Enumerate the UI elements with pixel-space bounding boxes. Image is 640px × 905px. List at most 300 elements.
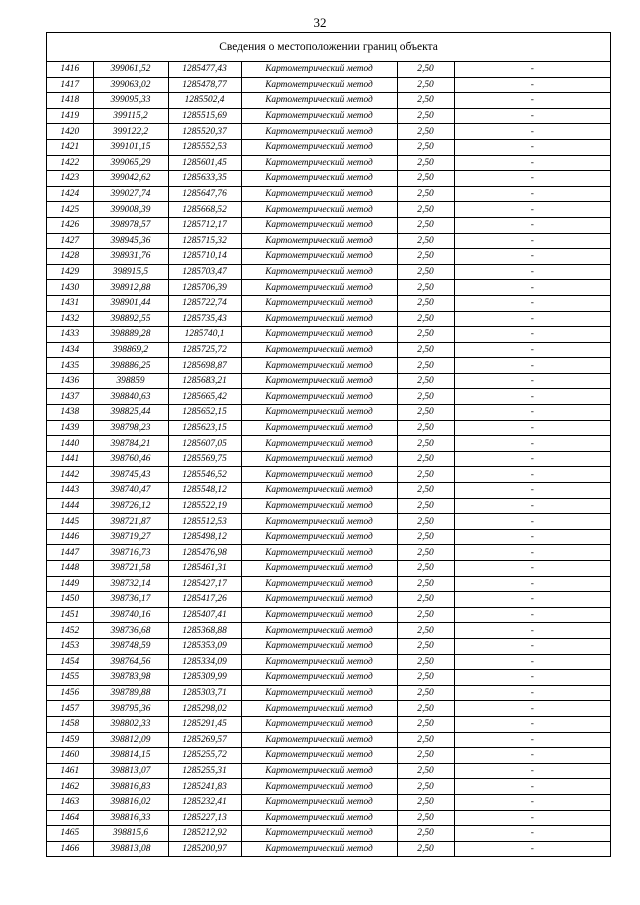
point-number-cell: 1447	[47, 545, 93, 561]
y-coordinate-cell: 1285502,4	[168, 93, 241, 109]
table-row	[47, 670, 610, 686]
point-number-cell: 1459	[47, 732, 93, 748]
table-row	[47, 498, 610, 514]
method-cell: Картометрический метод	[241, 794, 397, 810]
accuracy-cell: 2,50	[397, 327, 454, 343]
point-number-cell: 1451	[47, 607, 93, 623]
y-coordinate-cell: 1285725,72	[168, 342, 241, 358]
y-coordinate-cell: 1285227,13	[168, 810, 241, 826]
description-cell: -	[454, 670, 610, 686]
x-coordinate-cell: 398889,28	[93, 327, 168, 343]
y-coordinate-cell: 1285200,97	[168, 841, 241, 856]
table-row	[47, 748, 610, 764]
y-coordinate-cell: 1285478,77	[168, 77, 241, 93]
accuracy-cell: 2,50	[397, 264, 454, 280]
x-coordinate-cell: 398859	[93, 373, 168, 389]
point-number-cell: 1423	[47, 171, 93, 187]
table-row	[47, 623, 610, 639]
y-coordinate-cell: 1285334,09	[168, 654, 241, 670]
table-row	[47, 763, 610, 779]
description-cell: -	[454, 295, 610, 311]
y-coordinate-cell: 1285623,15	[168, 420, 241, 436]
point-number-cell: 1454	[47, 654, 93, 670]
method-cell: Картометрический метод	[241, 342, 397, 358]
accuracy-cell: 2,50	[397, 654, 454, 670]
x-coordinate-cell: 398745,43	[93, 467, 168, 483]
x-coordinate-cell: 398840,63	[93, 389, 168, 405]
table-row	[47, 77, 610, 93]
method-cell: Картометрический метод	[241, 810, 397, 826]
y-coordinate-cell: 1285652,15	[168, 405, 241, 421]
method-cell: Картометрический метод	[241, 732, 397, 748]
x-coordinate-cell: 398901,44	[93, 295, 168, 311]
method-cell: Картометрический метод	[241, 186, 397, 202]
y-coordinate-cell: 1285241,83	[168, 779, 241, 795]
accuracy-cell: 2,50	[397, 93, 454, 109]
accuracy-cell: 2,50	[397, 155, 454, 171]
x-coordinate-cell: 398784,21	[93, 436, 168, 452]
x-coordinate-cell: 398732,14	[93, 576, 168, 592]
method-cell: Картометрический метод	[241, 576, 397, 592]
method-cell: Картометрический метод	[241, 748, 397, 764]
y-coordinate-cell: 1285607,05	[168, 436, 241, 452]
y-coordinate-cell: 1285683,21	[168, 373, 241, 389]
table-row	[47, 280, 610, 296]
description-cell: -	[454, 264, 610, 280]
table-row	[47, 779, 610, 795]
point-number-cell: 1428	[47, 249, 93, 265]
table-row	[47, 654, 610, 670]
description-cell: -	[454, 545, 610, 561]
x-coordinate-cell: 399122,2	[93, 124, 168, 140]
point-number-cell: 1457	[47, 701, 93, 717]
accuracy-cell: 2,50	[397, 732, 454, 748]
y-coordinate-cell: 1285722,74	[168, 295, 241, 311]
accuracy-cell: 2,50	[397, 514, 454, 530]
accuracy-cell: 2,50	[397, 108, 454, 124]
table-row	[47, 217, 610, 233]
x-coordinate-cell: 399063,02	[93, 77, 168, 93]
point-number-cell: 1426	[47, 217, 93, 233]
method-cell: Картометрический метод	[241, 451, 397, 467]
description-cell: -	[454, 217, 610, 233]
method-cell: Картометрический метод	[241, 654, 397, 670]
method-cell: Картометрический метод	[241, 420, 397, 436]
point-number-cell: 1429	[47, 264, 93, 280]
table-row	[47, 108, 610, 124]
method-cell: Картометрический метод	[241, 373, 397, 389]
point-number-cell: 1433	[47, 327, 93, 343]
table-row	[47, 529, 610, 545]
page-number: 32	[313, 15, 327, 30]
accuracy-cell: 2,50	[397, 342, 454, 358]
y-coordinate-cell: 1285477,43	[168, 62, 241, 77]
y-coordinate-cell: 1285232,41	[168, 794, 241, 810]
table-row	[47, 358, 610, 374]
point-number-cell: 1431	[47, 295, 93, 311]
description-cell: -	[454, 810, 610, 826]
y-coordinate-cell: 1285740,1	[168, 327, 241, 343]
description-cell: -	[454, 794, 610, 810]
x-coordinate-cell: 398816,83	[93, 779, 168, 795]
table-row	[47, 342, 610, 358]
description-cell: -	[454, 405, 610, 421]
description-cell: -	[454, 280, 610, 296]
accuracy-cell: 2,50	[397, 311, 454, 327]
description-cell: -	[454, 124, 610, 140]
description-cell: -	[454, 748, 610, 764]
method-cell: Картометрический метод	[241, 389, 397, 405]
x-coordinate-cell: 398760,46	[93, 451, 168, 467]
x-coordinate-cell: 398721,87	[93, 514, 168, 530]
table-row	[47, 841, 610, 856]
boundary-points-table	[47, 62, 610, 856]
accuracy-cell: 2,50	[397, 763, 454, 779]
accuracy-cell: 2,50	[397, 701, 454, 717]
point-number-cell: 1417	[47, 77, 93, 93]
x-coordinate-cell: 398740,47	[93, 483, 168, 499]
x-coordinate-cell: 398736,68	[93, 623, 168, 639]
point-number-cell: 1436	[47, 373, 93, 389]
accuracy-cell: 2,50	[397, 685, 454, 701]
y-coordinate-cell: 1285512,53	[168, 514, 241, 530]
y-coordinate-cell: 1285735,43	[168, 311, 241, 327]
accuracy-cell: 2,50	[397, 217, 454, 233]
y-coordinate-cell: 1285255,72	[168, 748, 241, 764]
point-number-cell: 1462	[47, 779, 93, 795]
description-cell: -	[454, 327, 610, 343]
method-cell: Картометрический метод	[241, 529, 397, 545]
table-row	[47, 794, 610, 810]
method-cell: Картометрический метод	[241, 623, 397, 639]
accuracy-cell: 2,50	[397, 841, 454, 856]
table-row	[47, 389, 610, 405]
point-number-cell: 1443	[47, 483, 93, 499]
accuracy-cell: 2,50	[397, 124, 454, 140]
method-cell: Картометрический метод	[241, 436, 397, 452]
description-cell: -	[454, 685, 610, 701]
description-cell: -	[454, 826, 610, 842]
table-row	[47, 514, 610, 530]
y-coordinate-cell: 1285520,37	[168, 124, 241, 140]
description-cell: -	[454, 171, 610, 187]
method-cell: Картометрический метод	[241, 841, 397, 856]
point-number-cell: 1463	[47, 794, 93, 810]
description-cell: -	[454, 139, 610, 155]
method-cell: Картометрический метод	[241, 763, 397, 779]
table-row	[47, 451, 610, 467]
table-row	[47, 701, 610, 717]
table-row	[47, 233, 610, 249]
method-cell: Картометрический метод	[241, 826, 397, 842]
table-row	[47, 373, 610, 389]
description-cell: -	[454, 716, 610, 732]
description-cell: -	[454, 93, 610, 109]
y-coordinate-cell: 1285515,69	[168, 108, 241, 124]
boundary-table-frame	[46, 32, 611, 857]
point-number-cell: 1460	[47, 748, 93, 764]
accuracy-cell: 2,50	[397, 576, 454, 592]
description-cell: -	[454, 342, 610, 358]
y-coordinate-cell: 1285552,53	[168, 139, 241, 155]
accuracy-cell: 2,50	[397, 748, 454, 764]
accuracy-cell: 2,50	[397, 545, 454, 561]
description-cell: -	[454, 436, 610, 452]
method-cell: Картометрический метод	[241, 405, 397, 421]
method-cell: Картометрический метод	[241, 607, 397, 623]
method-cell: Картометрический метод	[241, 108, 397, 124]
description-cell: -	[454, 233, 610, 249]
method-cell: Картометрический метод	[241, 280, 397, 296]
description-cell: -	[454, 373, 610, 389]
table-row	[47, 638, 610, 654]
description-cell: -	[454, 623, 610, 639]
accuracy-cell: 2,50	[397, 139, 454, 155]
point-number-cell: 1424	[47, 186, 93, 202]
accuracy-cell: 2,50	[397, 233, 454, 249]
method-cell: Картометрический метод	[241, 202, 397, 218]
method-cell: Картометрический метод	[241, 77, 397, 93]
y-coordinate-cell: 1285353,09	[168, 638, 241, 654]
accuracy-cell: 2,50	[397, 420, 454, 436]
x-coordinate-cell: 399065,29	[93, 155, 168, 171]
point-number-cell: 1453	[47, 638, 93, 654]
description-cell: -	[454, 576, 610, 592]
table-row	[47, 311, 610, 327]
accuracy-cell: 2,50	[397, 561, 454, 577]
point-number-cell: 1445	[47, 514, 93, 530]
point-number-cell: 1437	[47, 389, 93, 405]
point-number-cell: 1438	[47, 405, 93, 421]
accuracy-cell: 2,50	[397, 295, 454, 311]
y-coordinate-cell: 1285569,75	[168, 451, 241, 467]
point-number-cell: 1432	[47, 311, 93, 327]
x-coordinate-cell: 398802,33	[93, 716, 168, 732]
description-cell: -	[454, 155, 610, 171]
y-coordinate-cell: 1285461,31	[168, 561, 241, 577]
point-number-cell: 1444	[47, 498, 93, 514]
point-number-cell: 1420	[47, 124, 93, 140]
x-coordinate-cell: 398798,23	[93, 420, 168, 436]
method-cell: Картометрический метод	[241, 467, 397, 483]
table-row	[47, 249, 610, 265]
description-cell: -	[454, 451, 610, 467]
x-coordinate-cell: 398931,76	[93, 249, 168, 265]
x-coordinate-cell: 398886,25	[93, 358, 168, 374]
x-coordinate-cell: 398795,36	[93, 701, 168, 717]
table-row	[47, 810, 610, 826]
description-cell: -	[454, 514, 610, 530]
point-number-cell: 1442	[47, 467, 93, 483]
point-number-cell: 1441	[47, 451, 93, 467]
x-coordinate-cell: 399101,15	[93, 139, 168, 155]
method-cell: Картометрический метод	[241, 716, 397, 732]
x-coordinate-cell: 398764,56	[93, 654, 168, 670]
point-number-cell: 1422	[47, 155, 93, 171]
description-cell: -	[454, 732, 610, 748]
x-coordinate-cell: 398912,88	[93, 280, 168, 296]
description-cell: -	[454, 561, 610, 577]
x-coordinate-cell: 398813,08	[93, 841, 168, 856]
table-row	[47, 124, 610, 140]
method-cell: Картометрический метод	[241, 561, 397, 577]
description-cell: -	[454, 529, 610, 545]
description-cell: -	[454, 498, 610, 514]
table-row	[47, 607, 610, 623]
point-number-cell: 1448	[47, 561, 93, 577]
y-coordinate-cell: 1285703,47	[168, 264, 241, 280]
accuracy-cell: 2,50	[397, 62, 454, 77]
y-coordinate-cell: 1285303,71	[168, 685, 241, 701]
point-number-cell: 1455	[47, 670, 93, 686]
x-coordinate-cell: 399008,39	[93, 202, 168, 218]
method-cell: Картометрический метод	[241, 701, 397, 717]
table-row	[47, 405, 610, 421]
method-cell: Картометрический метод	[241, 327, 397, 343]
description-cell: -	[454, 483, 610, 499]
x-coordinate-cell: 399095,33	[93, 93, 168, 109]
y-coordinate-cell: 1285417,26	[168, 592, 241, 608]
table-row	[47, 732, 610, 748]
y-coordinate-cell: 1285269,57	[168, 732, 241, 748]
table-row	[47, 171, 610, 187]
table-row	[47, 186, 610, 202]
method-cell: Картометрический метод	[241, 685, 397, 701]
point-number-cell: 1416	[47, 62, 93, 77]
point-number-cell: 1452	[47, 623, 93, 639]
y-coordinate-cell: 1285633,35	[168, 171, 241, 187]
table-row	[47, 576, 610, 592]
y-coordinate-cell: 1285291,45	[168, 716, 241, 732]
method-cell: Картометрический метод	[241, 93, 397, 109]
method-cell: Картометрический метод	[241, 124, 397, 140]
description-cell: -	[454, 592, 610, 608]
description-cell: -	[454, 77, 610, 93]
method-cell: Картометрический метод	[241, 498, 397, 514]
method-cell: Картометрический метод	[241, 264, 397, 280]
y-coordinate-cell: 1285298,02	[168, 701, 241, 717]
description-cell: -	[454, 389, 610, 405]
accuracy-cell: 2,50	[397, 670, 454, 686]
description-cell: -	[454, 467, 610, 483]
accuracy-cell: 2,50	[397, 716, 454, 732]
point-number-cell: 1449	[47, 576, 93, 592]
method-cell: Картометрический метод	[241, 779, 397, 795]
accuracy-cell: 2,50	[397, 529, 454, 545]
table-row	[47, 327, 610, 343]
accuracy-cell: 2,50	[397, 280, 454, 296]
x-coordinate-cell: 399027,74	[93, 186, 168, 202]
description-cell: -	[454, 358, 610, 374]
accuracy-cell: 2,50	[397, 623, 454, 639]
x-coordinate-cell: 398813,07	[93, 763, 168, 779]
x-coordinate-cell: 398816,02	[93, 794, 168, 810]
method-cell: Картометрический метод	[241, 670, 397, 686]
x-coordinate-cell: 398789,88	[93, 685, 168, 701]
table-row	[47, 592, 610, 608]
point-number-cell: 1421	[47, 139, 93, 155]
table-title: Сведения о местоположении границ объекта	[47, 33, 610, 62]
x-coordinate-cell: 398721,58	[93, 561, 168, 577]
y-coordinate-cell: 1285665,42	[168, 389, 241, 405]
method-cell: Картометрический метод	[241, 358, 397, 374]
accuracy-cell: 2,50	[397, 373, 454, 389]
point-number-cell: 1425	[47, 202, 93, 218]
method-cell: Картометрический метод	[241, 249, 397, 265]
y-coordinate-cell: 1285715,32	[168, 233, 241, 249]
method-cell: Картометрический метод	[241, 62, 397, 77]
x-coordinate-cell: 399061,52	[93, 62, 168, 77]
y-coordinate-cell: 1285706,39	[168, 280, 241, 296]
x-coordinate-cell: 398814,15	[93, 748, 168, 764]
description-cell: -	[454, 607, 610, 623]
table-row	[47, 139, 610, 155]
y-coordinate-cell: 1285710,14	[168, 249, 241, 265]
method-cell: Картометрический метод	[241, 592, 397, 608]
y-coordinate-cell: 1285546,52	[168, 467, 241, 483]
method-cell: Картометрический метод	[241, 638, 397, 654]
table-row	[47, 483, 610, 499]
y-coordinate-cell: 1285255,31	[168, 763, 241, 779]
x-coordinate-cell: 398812,09	[93, 732, 168, 748]
table-row	[47, 561, 610, 577]
x-coordinate-cell: 398726,12	[93, 498, 168, 514]
accuracy-cell: 2,50	[397, 202, 454, 218]
accuracy-cell: 2,50	[397, 498, 454, 514]
x-coordinate-cell: 398719,27	[93, 529, 168, 545]
accuracy-cell: 2,50	[397, 186, 454, 202]
x-coordinate-cell: 398815,6	[93, 826, 168, 842]
point-number-cell: 1465	[47, 826, 93, 842]
accuracy-cell: 2,50	[397, 638, 454, 654]
point-number-cell: 1466	[47, 841, 93, 856]
point-number-cell: 1450	[47, 592, 93, 608]
accuracy-cell: 2,50	[397, 779, 454, 795]
accuracy-cell: 2,50	[397, 467, 454, 483]
accuracy-cell: 2,50	[397, 171, 454, 187]
accuracy-cell: 2,50	[397, 451, 454, 467]
point-number-cell: 1458	[47, 716, 93, 732]
accuracy-cell: 2,50	[397, 389, 454, 405]
description-cell: -	[454, 62, 610, 77]
x-coordinate-cell: 398915,5	[93, 264, 168, 280]
y-coordinate-cell: 1285647,76	[168, 186, 241, 202]
accuracy-cell: 2,50	[397, 794, 454, 810]
x-coordinate-cell: 398783,98	[93, 670, 168, 686]
table-row	[47, 202, 610, 218]
method-cell: Картометрический метод	[241, 483, 397, 499]
accuracy-cell: 2,50	[397, 405, 454, 421]
method-cell: Картометрический метод	[241, 155, 397, 171]
accuracy-cell: 2,50	[397, 810, 454, 826]
y-coordinate-cell: 1285309,99	[168, 670, 241, 686]
table-row	[47, 716, 610, 732]
description-cell: -	[454, 420, 610, 436]
description-cell: -	[454, 654, 610, 670]
method-cell: Картометрический метод	[241, 171, 397, 187]
x-coordinate-cell: 398736,17	[93, 592, 168, 608]
point-number-cell: 1439	[47, 420, 93, 436]
point-number-cell: 1419	[47, 108, 93, 124]
y-coordinate-cell: 1285601,45	[168, 155, 241, 171]
description-cell: -	[454, 841, 610, 856]
point-number-cell: 1430	[47, 280, 93, 296]
table-body	[47, 62, 610, 856]
x-coordinate-cell: 399042,62	[93, 171, 168, 187]
method-cell: Картометрический метод	[241, 295, 397, 311]
accuracy-cell: 2,50	[397, 483, 454, 499]
description-cell: -	[454, 108, 610, 124]
